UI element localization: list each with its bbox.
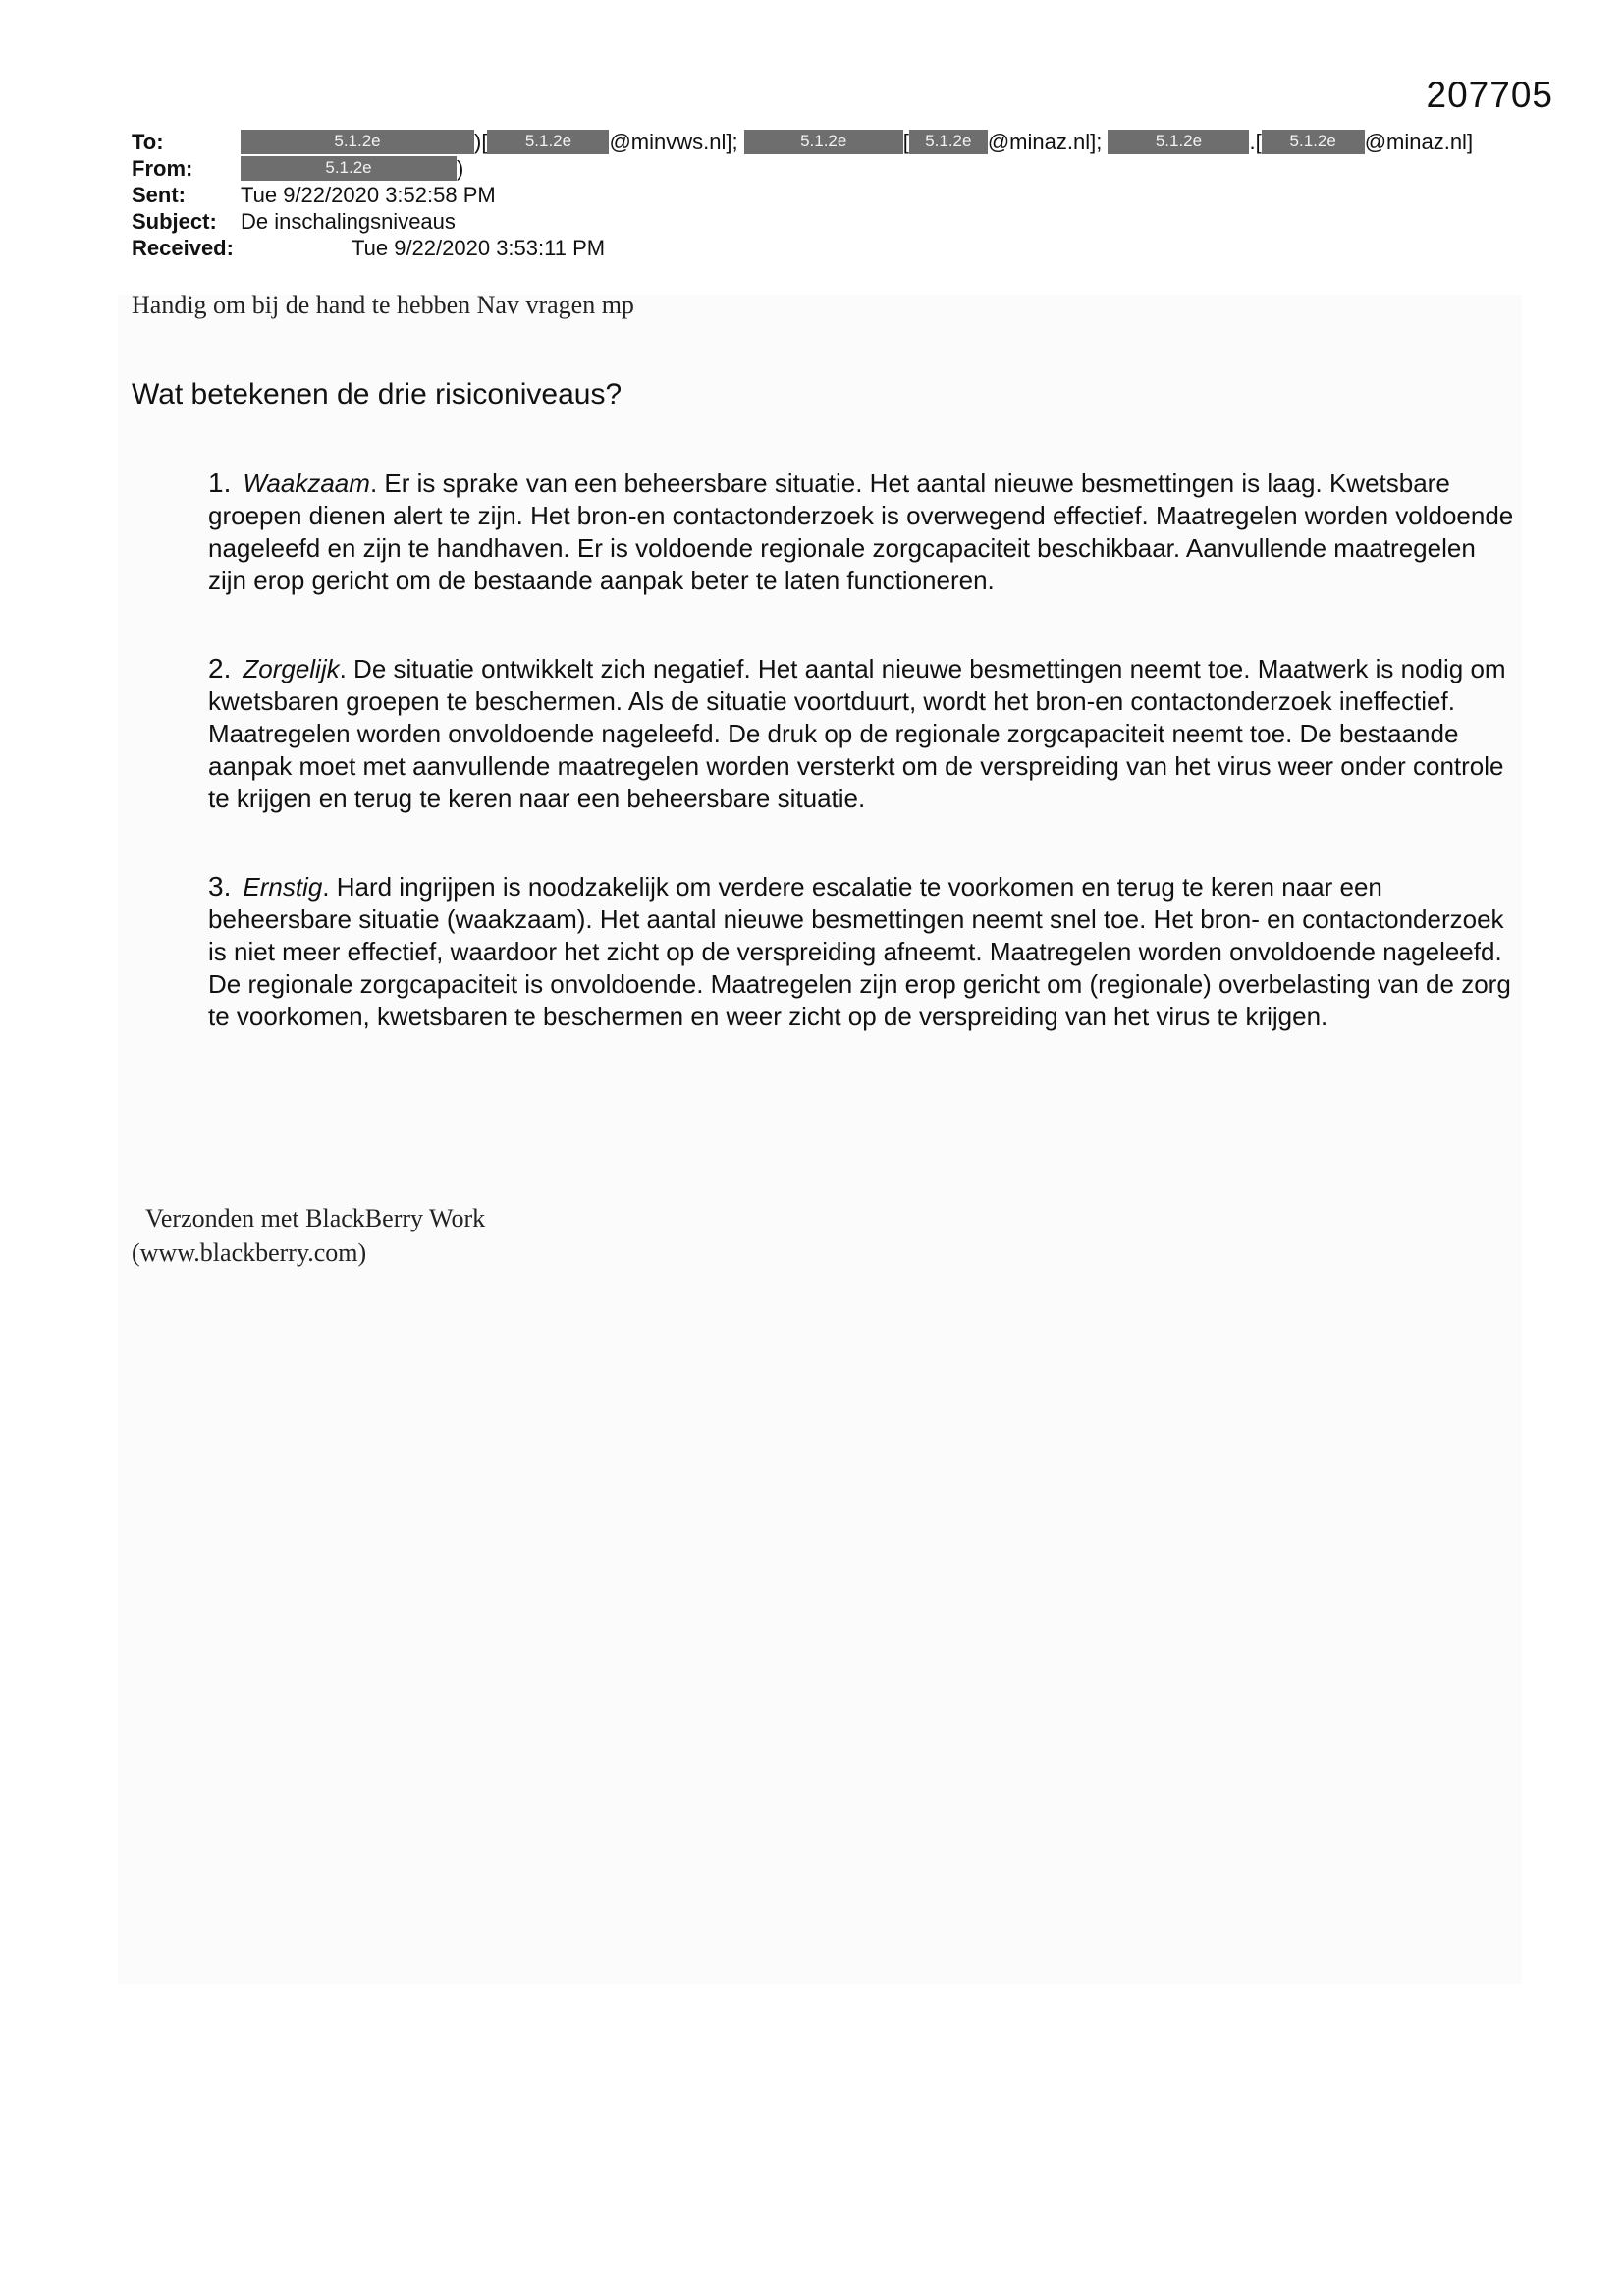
risk-level-item xyxy=(208,652,1514,815)
risk-level-item xyxy=(208,870,1514,1033)
to-separator: [ xyxy=(902,130,909,154)
to-label: To: xyxy=(132,130,164,154)
from-value xyxy=(241,155,463,182)
risk-level-item xyxy=(208,466,1514,597)
level-number: 2. xyxy=(208,653,232,683)
redaction-box: 5.1.2e xyxy=(241,130,474,154)
level-number: 3. xyxy=(208,871,232,902)
level-name: Waakzaam xyxy=(243,468,370,498)
redaction-box: 5.1.2e xyxy=(1108,130,1249,154)
level-description: . Er is sprake van een beheersbare situatie. Het aantal nieuwe besmettingen is laag. Kwetsbare groepen dienen alert te zijn. Het bron-en contactonderzoek is overwegend effectief. Maatregelen worden voldoende nageleefd en zijn te handhaven. Er is voldoende regionale zorgcapaciteit beschikbaar. Aanvullende maatregelen zijn erop gericht om de bestaande aanpak beter te laten functioneren. xyxy=(208,468,1514,595)
redaction-box: 5.1.2e xyxy=(1262,130,1365,154)
to-domain: @minaz.nl]; xyxy=(987,130,1103,154)
from-label: From: xyxy=(132,156,193,181)
redaction-box: 5.1.2e xyxy=(909,130,988,154)
signature-line: Verzonden met BlackBerry Work xyxy=(145,1204,486,1232)
level-description: . De situatie ontwikkelt zich negatief. Het aantal nieuwe besmettingen neemt toe. Maatwerk is nodig om kwetsbaren groepen te beschermen. Als de situatie voortduurt, wordt het bron-en contactonderzoek ineffectief. Maatregelen worden onvoldoende nageleefd. De druk op de regionale zorgcapaciteit neemt toe. De bestaande aanpak moet met aanvullende maatregelen worden versterkt om de verspreiding van het virus weer onder controle te krijgen en terug te keren naar een beheersbare situatie. xyxy=(208,654,1506,813)
from-close: ) xyxy=(457,156,464,181)
email-note: Handig om bij de hand te hebben Nav vragen mp xyxy=(132,291,634,319)
to-domain: @minaz.nl] xyxy=(1364,130,1474,154)
to-value xyxy=(241,129,1473,155)
sent-label: Sent: xyxy=(132,183,186,207)
level-number: 1. xyxy=(208,467,232,498)
to-domain: @minvws.nl]; xyxy=(609,130,738,154)
signature-link: (www.blackberry.com) xyxy=(132,1238,367,1267)
email-signature xyxy=(132,1201,485,1270)
redaction-box: 5.1.2e xyxy=(744,130,903,154)
document-number: 207705 xyxy=(1426,75,1553,115)
question-heading: Wat betekenen de drie risiconiveaus? xyxy=(132,378,623,410)
level-name: Ernstig xyxy=(243,872,323,902)
level-description: . Hard ingrijpen is noodzakelijk om verdere escalatie te voorkomen en terug te keren naar een beheersbare situatie (waakzaam). Het aantal nieuwe besmettingen neemt snel toe. Het bron- en contactonderzoek is niet meer effectief, waardoor het zicht op de verspreiding afneemt. Maatregelen worden onvoldoende nageleefd. De regionale zorgcapaciteit is onvoldoende. Maatregelen zijn erop gericht om (regionale) overbelasting van de zorg te voorkomen, kwetsbaren te beschermen en weer zicht op de verspreiding van het virus te krijgen. xyxy=(208,872,1511,1031)
received-label: Received: xyxy=(132,236,234,260)
redaction-box: 5.1.2e xyxy=(241,156,457,181)
received-value: Tue 9/22/2020 3:53:11 PM xyxy=(352,236,606,260)
redaction-box: 5.1.2e xyxy=(487,130,609,154)
subject-label: Subject: xyxy=(132,209,217,234)
subject-value: De inschalingsniveaus xyxy=(241,209,456,234)
sent-value: Tue 9/22/2020 3:52:58 PM xyxy=(241,183,496,207)
risk-levels-list xyxy=(208,466,1514,1088)
level-name: Zorgelijk xyxy=(243,654,340,683)
to-separator: )[ xyxy=(474,130,488,154)
to-separator: .[ xyxy=(1249,130,1262,154)
